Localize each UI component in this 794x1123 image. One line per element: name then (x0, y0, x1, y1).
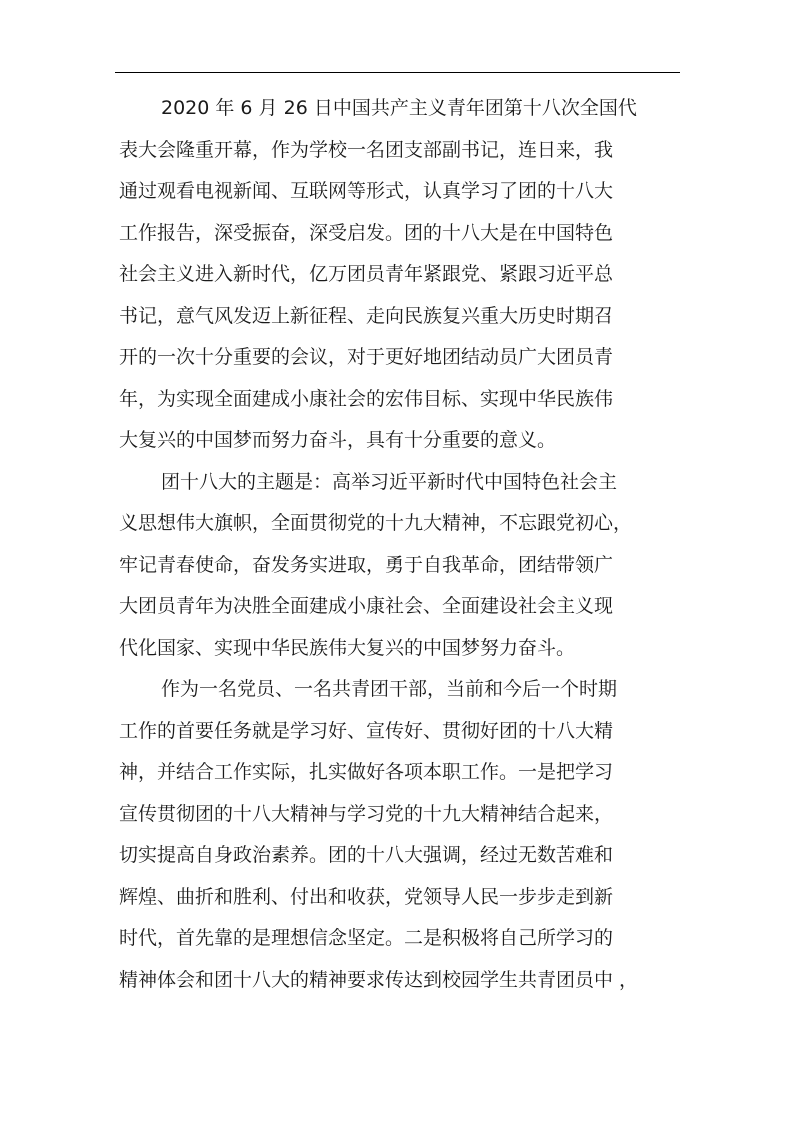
text-line: 宣传贯彻团的十八大精神与学习党的十九大精神结合起来， (119, 802, 614, 825)
text-line: 社会主义进入新时代，亿万团员青年紧跟党、紧跟习近平总 (119, 263, 614, 285)
header-rule (115, 72, 680, 73)
text-line: 辉煌、曲折和胜利、付出和收获，党领导人民一步步走到新 (119, 885, 614, 908)
text-line: 神，并结合工作实际，扎实做好各项本职工作。一是把学习 (119, 761, 614, 783)
text-line: 工作的首要任务就是学习好、宣传好、贯彻好团的十八大精 (119, 719, 614, 742)
text-line: 切实提高自身政治素养。团的十八大强调，经过无数苦难和 (119, 844, 614, 866)
text-line: 团十八大的主题是：高举习近平新时代中国特色社会主 (161, 470, 618, 493)
text-line: 大团员青年为决胜全面建成小康社会、全面建设社会主义现 (119, 595, 614, 617)
text-line: 作为一名党员、一名共青团干部，当前和今后一个时期 (161, 678, 618, 700)
text-line: 精神体会和团十八大的精神要求传达到校园学生共青团员中 ， (119, 968, 639, 991)
text-line: 义思想伟大旗帜，全面贯彻党的十九大精神，不忘跟党初心， (119, 512, 633, 534)
text-line: 书记，意气风发迈上新征程、走向民族复兴重大历史时期召 (119, 304, 614, 327)
text-line: 牢记青春使命，奋发务实进取，勇于自我革命，团结带领广 (119, 553, 614, 576)
text-line: 2020 年 6 月 26 日中国共产主义青年团第十八次全国代 (161, 97, 637, 119)
text-line: 时代，首先靠的是理想信念坚定。二是积极将自己所学习的 (119, 927, 614, 949)
text-line: 代化国家、实现中华民族伟大复兴的中国梦努力奋斗。 (119, 636, 576, 659)
paragraph-1 (119, 88, 679, 462)
text-line: 表大会隆重开幕，作为学校一名团支部副书记，连日来，我 (119, 138, 614, 161)
text-line: 年，为实现全面建成小康社会的宏伟目标、实现中华民族伟 (119, 387, 614, 410)
paragraph-2 (119, 462, 679, 670)
document-body (119, 88, 679, 1001)
text-line: 通过观看电视新闻、互联网等形式，认真学习了团的十八大 (119, 180, 614, 202)
paragraph-3 (119, 669, 679, 1001)
text-line: 开的一次十分重要的会议，对于更好地团结动员广大团员青 (119, 346, 614, 368)
text-line: 工作报告，深受振奋，深受启发。团的十八大是在中国特色 (119, 221, 614, 244)
text-line: 大复兴的中国梦而努力奋斗，具有十分重要的意义。 (119, 429, 557, 451)
